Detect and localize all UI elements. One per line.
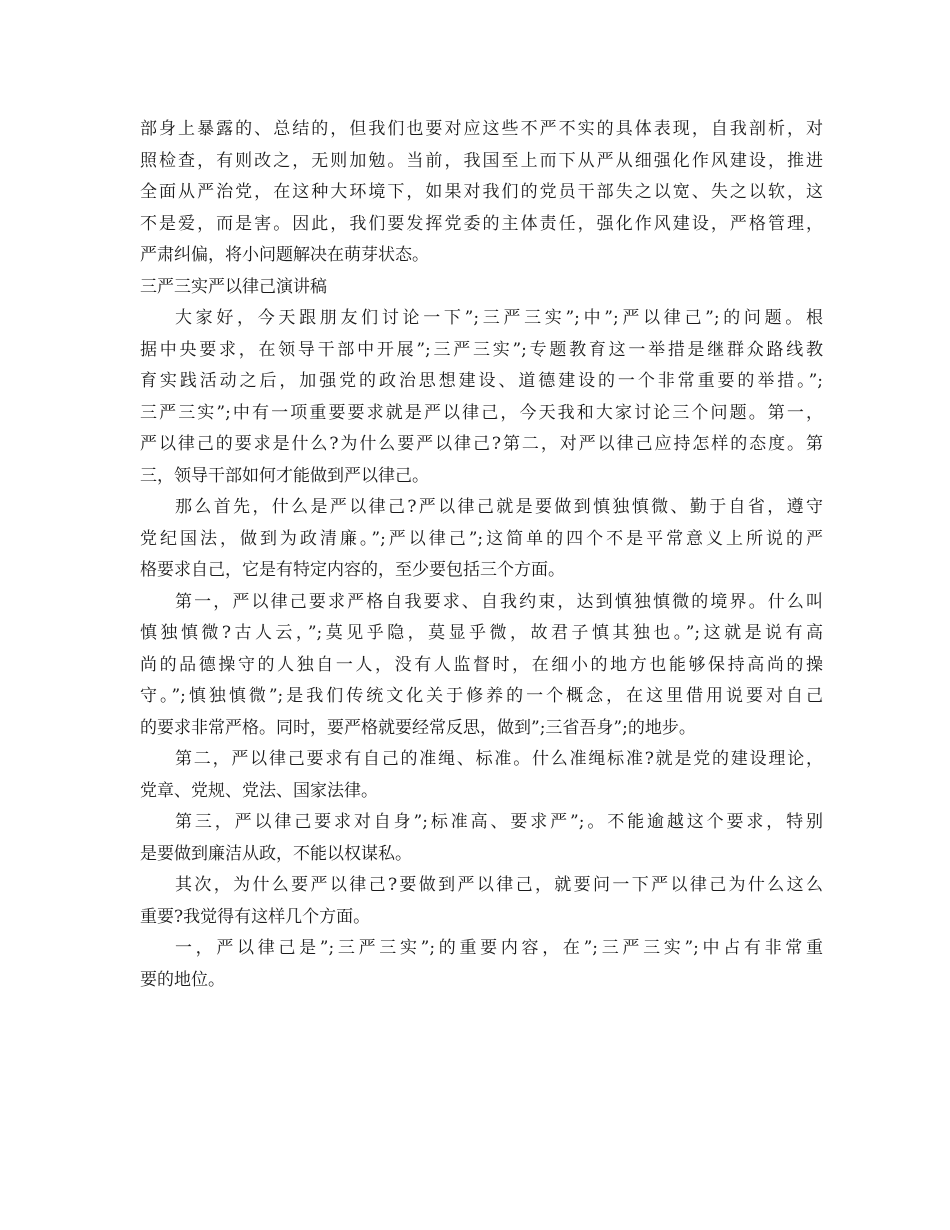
text-line: 党纪国法，做到为政清廉。”;严以律己”;这简单的四个不是平常意义上所说的严: [140, 528, 823, 549]
text-line: 尚的品德操守的人独自一人，没有人监督时，在细小的地方也能够保持高尚的操: [140, 654, 823, 675]
text-line: 育实践活动之后，加强党的政治思想建设、道德建设的一个非常重要的举措。”;: [140, 371, 823, 391]
text-line: 严肃纠偏，将小问题解决在萌芽状态。: [140, 245, 429, 265]
text-line: 格要求自己，它是有特定内容的，至少要包括三个方面。: [140, 560, 565, 580]
text-line: 慎独慎微?古人云，”;莫见乎隐，莫显乎微，故君子慎其独也。”;这就是说有高: [140, 623, 823, 643]
text-line: 第二，严以律己要求有自己的准绳、标准。什么准绳标准?就是党的建设理论，: [175, 749, 823, 769]
text-line: 其次，为什么要严以律己?要做到严以律己，就要问一下严以律己为什么这么: [175, 875, 823, 895]
continuation-paragraph: [140, 114, 823, 272]
paragraph-7: [140, 933, 823, 996]
text-line: 大家好，今天跟朋友们讨论一下”;三严三实”;中”;严以律己”;的问题。根: [175, 308, 823, 328]
text-line: 三，领导干部如何才能做到严以律己。: [140, 465, 429, 486]
section-heading: 三严三实严以律己演讲稿: [140, 276, 327, 297]
paragraph-4: [140, 744, 823, 807]
text-line: 守。”;慎独慎微”;是我们传统文化关于修养的一个概念，在这里借用说要对自己: [140, 686, 823, 706]
paragraph-5: [140, 807, 823, 870]
text-line: 严以律己的要求是什么?为什么要严以律己?第二，对严以律己应持怎样的态度。第: [140, 434, 823, 454]
text-line: 据中央要求，在领导干部中开展”;三严三实”;专题教育这一举措是继群众路线教: [140, 339, 823, 360]
document-page: [140, 114, 823, 996]
text-line: 第一，严以律己要求严格自我要求、自我约束，达到慎独慎微的境界。什么叫: [175, 591, 823, 612]
text-line: 照检查，有则改之，无则加勉。当前，我国至上而下从严从细强化作风建设，推进: [140, 150, 823, 171]
text-line: 是要做到廉洁从政，不能以权谋私。: [140, 843, 412, 864]
text-line: 三严三实”;中有一项重要要求就是严以律己，今天我和大家讨论三个问题。第一，: [140, 402, 823, 423]
text-line: 那么首先，什么是严以律己?严以律己就是要做到慎独慎微、勤于自省，遵守: [175, 497, 823, 517]
text-line: 一，严以律己是”;三严三实”;的重要内容，在”;三严三实”;中占有非常重: [175, 938, 823, 958]
paragraph-6: [140, 870, 823, 933]
text-line: 的要求非常严格。同时，要严格就要经常反思，做到”;三省吾身”;的地步。: [140, 717, 696, 738]
text-line: 重要?我觉得有这样几个方面。: [140, 906, 371, 927]
text-line: 全面从严治党，在这种大环境下，如果对我们的党员干部失之以宽、失之以软，这: [140, 182, 823, 202]
text-line: 党章、党规、党法、国家法律。: [140, 780, 378, 801]
paragraph-1: [140, 303, 823, 492]
text-line: 第三，严以律己要求对自身”;标准高、要求严”;。不能逾越这个要求，特别: [175, 812, 823, 832]
text-line: 不是爱，而是害。因此，我们要发挥党委的主体责任，强化作风建设，严格管理，: [140, 213, 823, 234]
text-line: 要的地位。: [140, 969, 225, 990]
paragraph-2: [140, 492, 823, 587]
text-line: 部身上暴露的、总结的，但我们也要对应这些不严不实的具体表现，自我剖析，对: [140, 119, 823, 139]
paragraph-3: [140, 587, 823, 745]
